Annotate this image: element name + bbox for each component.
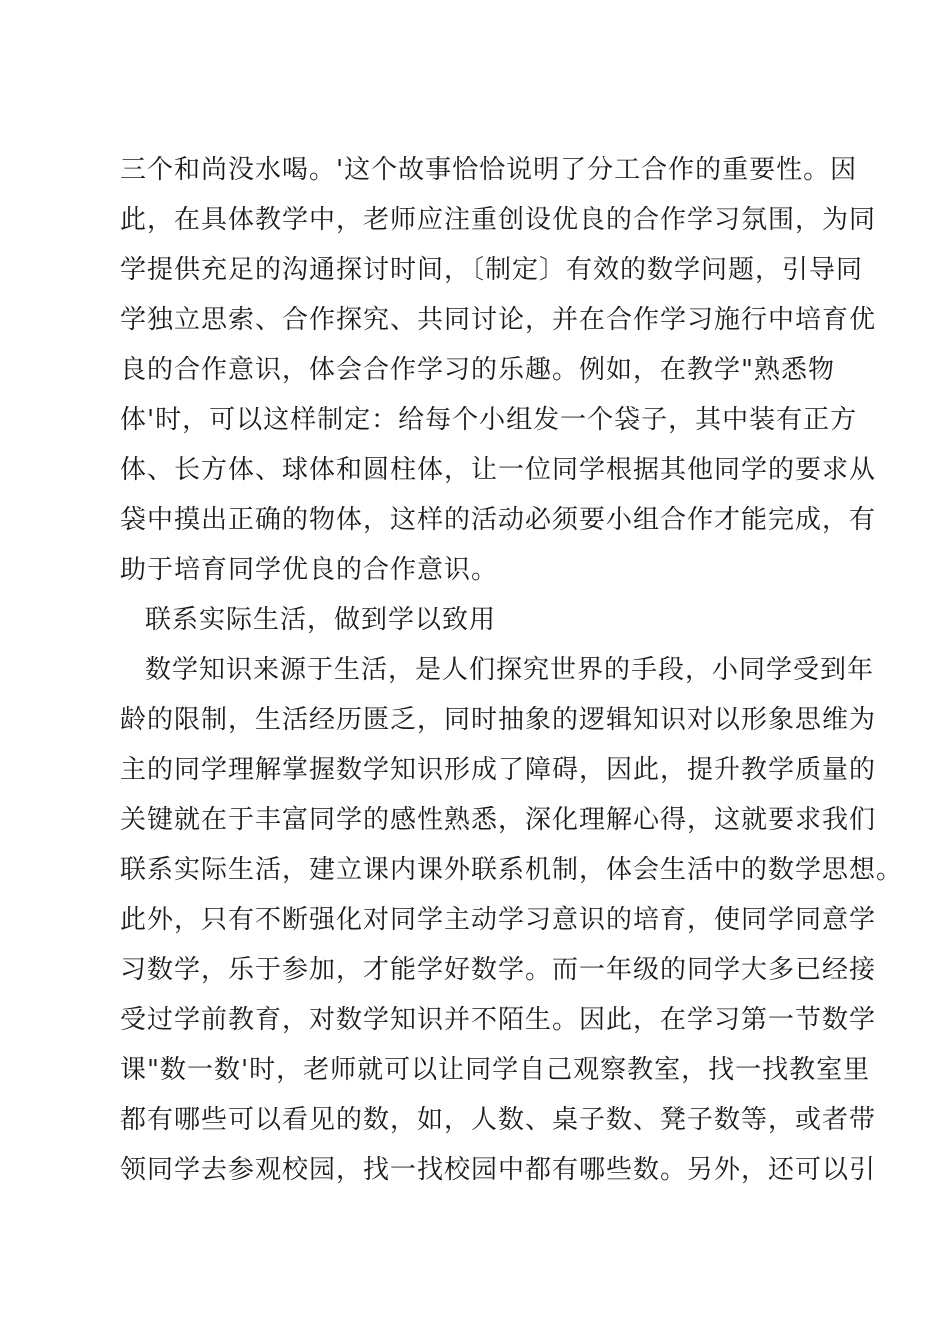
section-heading: 联系实际生活，做到学以致用 xyxy=(145,605,497,635)
text-line: 龄的限制，生活经历匮乏，同时抽象的逻辑知识对以形象思维为 xyxy=(120,705,877,735)
text-line: 学独立思索、合作探究、共同讨论，并在合作学习施行中培育优 xyxy=(120,305,877,335)
text-line: 都有哪些可以看见的数，如，人数、桌子数、凳子数等，或者带 xyxy=(120,1105,877,1135)
text-line: 联系实际生活，建立课内课外联系机制，体会生活中的数学思想。 xyxy=(120,855,904,885)
text-line: 领同学去参观校园，找一找校园中都有哪些数。另外，还可以引 xyxy=(120,1155,877,1185)
text-line: 学提供充足的沟通探讨时间，〔制定〕有效的数学问题，引导同 xyxy=(120,255,864,285)
text-line: 助于培育同学优良的合作意识。 xyxy=(120,555,499,585)
text-line: 数学知识来源于生活，是人们探究世界的手段，小同学受到年 xyxy=(145,655,875,685)
text-line: 受过学前教育，对数学知识并不陌生。因此，在学习第一节数学 xyxy=(120,1005,877,1035)
text-line: 此外，只有不断强化对同学主动学习意识的培育，使同学同意学 xyxy=(120,905,877,935)
text-line: 课"数一数'时，老师就可以让同学自己观察教室，找一找教室里 xyxy=(120,1055,871,1085)
text-line: 此，在具体教学中，老师应注重创设优良的合作学习氛围，为同 xyxy=(120,205,877,235)
text-line: 三个和尚没水喝。'这个故事恰恰说明了分工合作的重要性。因 xyxy=(120,155,858,185)
text-line: 习数学，乐于参加，才能学好数学。而一年级的同学大多已经接 xyxy=(120,955,877,985)
text-line: 袋中摸出正确的物体，这样的活动必须要小组合作才能完成，有 xyxy=(120,505,877,535)
text-line: 关键就在于丰富同学的感性熟悉，深化理解心得，这就要求我们 xyxy=(120,805,877,835)
text-line: 体'时，可以这样制定：给每个小组发一个袋子，其中装有正方 xyxy=(120,405,858,435)
text-line: 主的同学理解掌握数学知识形成了障碍，因此，提升教学质量的 xyxy=(120,755,877,785)
text-line: 良的合作意识，体会合作学习的乐趣。例如，在教学"熟悉物 xyxy=(120,355,835,385)
text-line: 体、长方体、球体和圆柱体，让一位同学根据其他同学的要求从 xyxy=(120,455,877,485)
